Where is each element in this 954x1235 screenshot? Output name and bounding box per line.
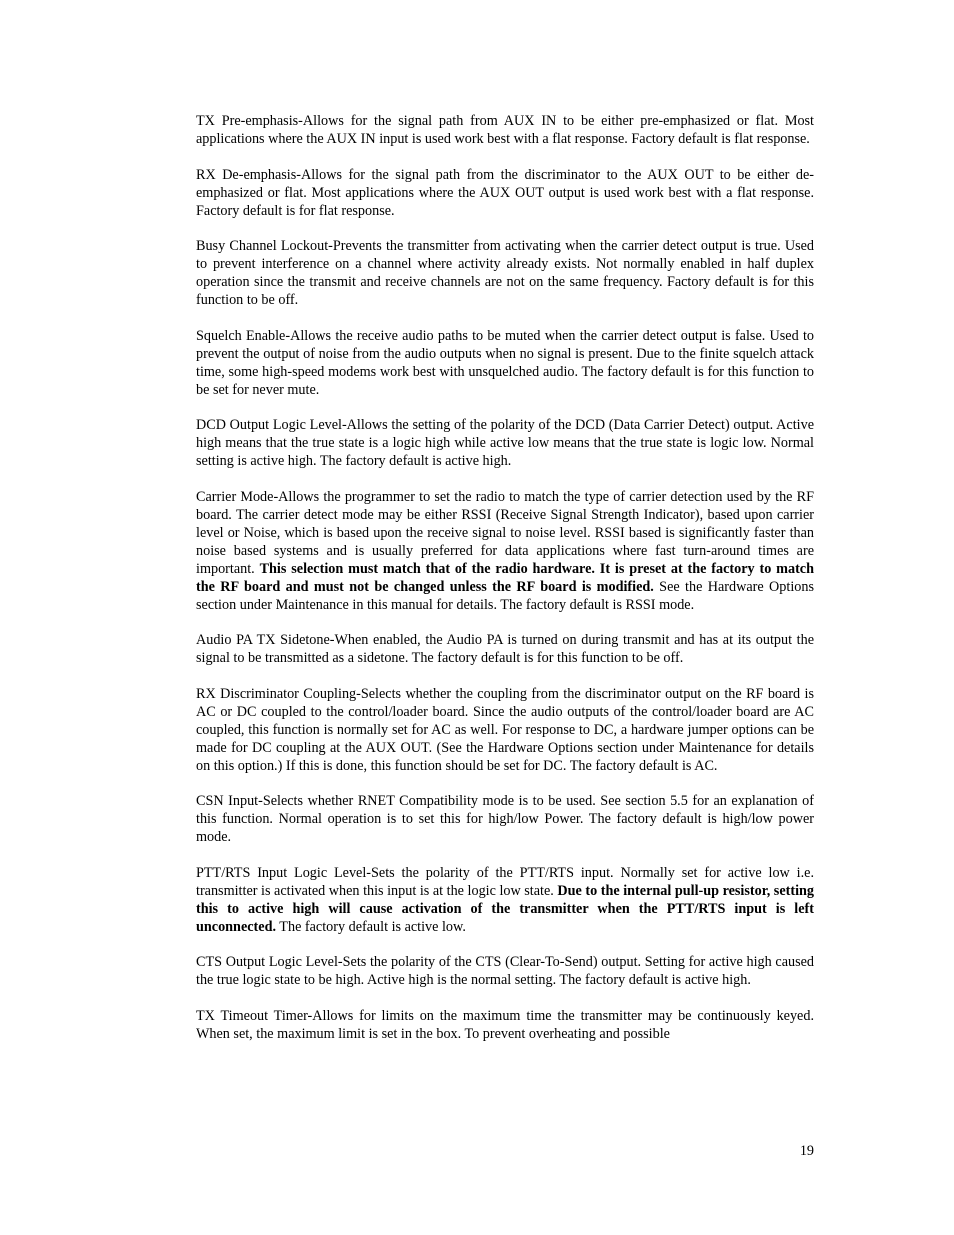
paragraph-text: CTS Output Logic Level-Sets the polarity of the CTS (Clear-To-Send) output. Setting for active high caused the true logic state to be high. Active high is the normal setting. The factory default is active high. bbox=[196, 954, 814, 988]
paragraph-text: RX De-emphasis-Allows for the signal path from the discriminator to the AUX OUT to be either de-emphasized or flat. Most applications where the AUX OUT output is used work best with a flat response. Factory default is for flat response. bbox=[196, 166, 814, 219]
paragraph-text: RX Discriminator Coupling-Selects whether the coupling from the discriminator output on the RF board is AC or DC coupled to the control/loader board. Since the audio outputs of the control/loader board are AC coupled, this function is normally set for AC as well. For response to DC, a hardware jumper options can be made for DC coupling at the AUX OUT. (See the Hardware Options section under Maintenance for details on this option.) If this is done, this function should be set for DC. The factory default is AC. bbox=[196, 685, 814, 774]
paragraph-text: Squelch Enable-Allows the receive audio paths to be muted when the carrier detect output is false. Used to prevent the output of noise from the audio outputs when no signal is present. Due to the finite squelch attack time, some high-speed modems work best with unsquelched audio. The factory default is for this function to be set for never mute. bbox=[196, 327, 814, 398]
paragraph-csn-input bbox=[196, 792, 814, 846]
paragraph-text: DCD Output Logic Level-Allows the setting of the polarity of the DCD (Data Carrier Detect) output. Active high means that the true state is a logic high while active low means that the true state is logic low. Normal setting is active high. The factory default is active high. bbox=[196, 417, 814, 469]
paragraph-text: Carrier Mode-Allows the programmer to set the radio to match the type of carrier detection used by the RF board. The carrier detect mode may be either RSSI (Receive Signal Strength Indicator), based upon carrier level or Noise, which is based upon the receive signal to noise level. RSSI based is significantly faster than noise based systems and is usually preferred for data applications where fast turn-around times are important. bbox=[196, 488, 814, 577]
paragraph-text: TX Timeout Timer-Allows for limits on the maximum time the transmitter may be continuously keyed. When set, the maximum limit is set in the box. To prevent overheating and possible bbox=[196, 1007, 814, 1042]
paragraph-rx-discriminator-coupling bbox=[196, 685, 814, 775]
paragraph-text: CSN Input-Selects whether RNET Compatibility mode is to be used. See section 5.5 for an explanation of this function. Normal operation is to set this for high/low Power. The factory default is high/low power mode. bbox=[196, 793, 814, 845]
paragraph-text: Busy Channel Lockout-Prevents the transmitter from activating when the carrier detect output is true. Used to prevent interference on a channel where activity already exists. Not normally enabled in half duplex operation since the transmit and receive channels are not on the same frequency. Factory default is for this function to be off. bbox=[196, 238, 814, 308]
paragraph-carrier-mode bbox=[196, 488, 814, 614]
paragraph-bold-warning: Due to the internal pull-up resistor, setting this to active high will cause activation of the transmitter when the PTT/RTS input is left unconnected. bbox=[196, 882, 814, 935]
page-number: 19 bbox=[799, 1143, 814, 1159]
paragraph-squelch-enable bbox=[196, 327, 814, 399]
paragraph-bold-warning: This selection must match that of the radio hardware. It is preset at the factory to match the RF board and must not be changed unless the RF board is modified. bbox=[196, 560, 814, 595]
paragraph-cts-output-logic-level bbox=[196, 953, 814, 989]
paragraph-text: PTT/RTS Input Logic Level-Sets the polarity of the PTT/RTS input. Normally set for active low i.e. transmitter is activated when this input is at the logic low state. bbox=[196, 864, 814, 899]
paragraph-audio-pa-tx-sidetone bbox=[196, 631, 814, 667]
paragraph-text: Audio PA TX Sidetone-When enabled, the Audio PA is turned on during transmit and has at its output the signal to be transmitted as a sidetone. The factory default is for this function to be off. bbox=[196, 632, 814, 666]
paragraph-text: The factory default is active low. bbox=[276, 918, 466, 935]
document-body bbox=[196, 112, 814, 1060]
paragraph-tx-pre-emphasis bbox=[196, 112, 814, 148]
paragraph-dcd-output-logic-level bbox=[196, 416, 814, 470]
paragraph-ptt-rts-input-logic-level bbox=[196, 864, 814, 936]
paragraph-tx-timeout-timer bbox=[196, 1007, 814, 1043]
paragraph-rx-de-emphasis bbox=[196, 166, 814, 220]
paragraph-text: TX Pre-emphasis-Allows for the signal path from AUX IN to be either pre-emphasized or flat. Most applications where the AUX IN input is used work best with a flat response. Factory default is flat response. bbox=[196, 113, 814, 147]
paragraph-busy-channel-lockout bbox=[196, 237, 814, 309]
paragraph-text: See the Hardware Options section under Maintenance in this manual for details. The factory default is RSSI mode. bbox=[196, 578, 814, 613]
